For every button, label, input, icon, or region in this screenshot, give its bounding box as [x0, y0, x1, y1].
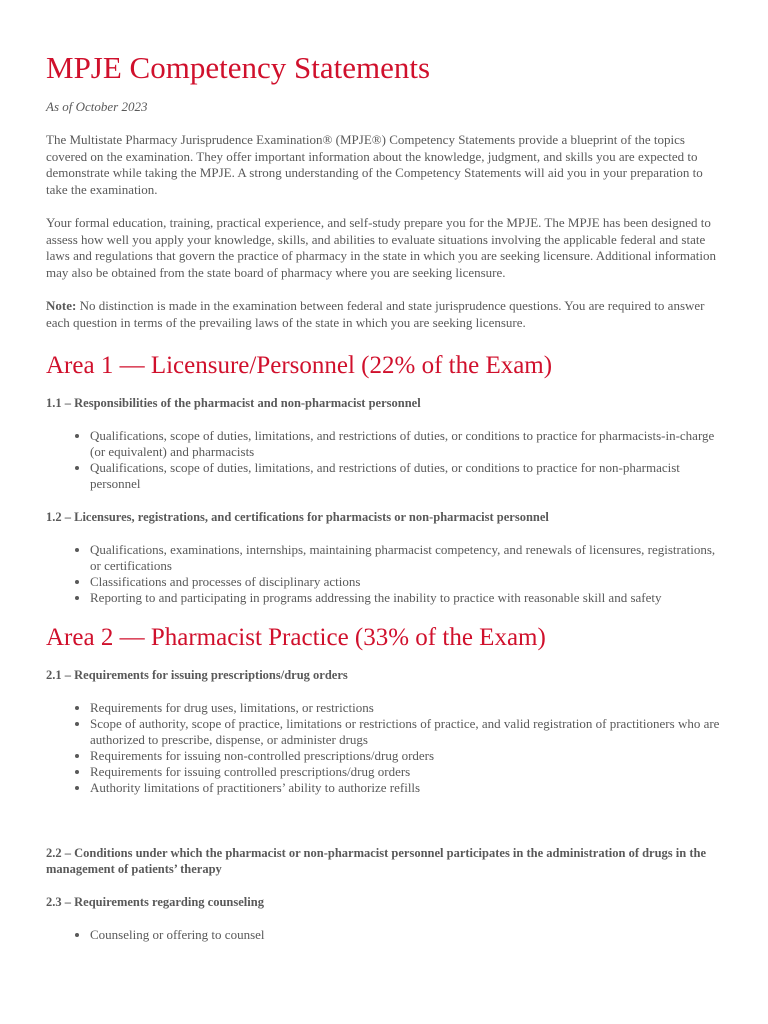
area-1-heading: Area 1 — Licensure/Personnel (22% of the Exam) — [46, 352, 553, 379]
list-item: • Qualifications, scope of duties, limitations, and restrictions of duties, or conditions to practice for pharmacists-in-charge (or equivalent) and pharmacists — [90, 428, 722, 460]
section-1-2-list — [46, 542, 722, 606]
area-2-heading: Area 2 — Pharmacist Practice (33% of the Exam) — [46, 624, 546, 651]
intro-paragraph-1: The Multistate Pharmacy Jurisprudence Examination® (MPJE®) Competency Statements provide a blueprint of the topics covered on the examination. They offer important information about the knowledge, judgment, and skills you are expected to demonstrate while taking the MPJE. A strong understanding of the Competency Statements will aid you in your preparation to take the examination. — [46, 132, 703, 197]
section-1-1-title: 1.1 – Responsibilities of the pharmacist and non-pharmacist personnel — [46, 396, 421, 410]
list-item: • Classifications and processes of disciplinary actions — [90, 574, 722, 590]
list-item: • Reporting to and participating in programs addressing the inability to practice with reasonable skill and safety — [90, 590, 722, 606]
document-date: As of October 2023 — [46, 99, 148, 114]
note-text: No distinction is made in the examination between federal and state jurisprudence questions. You are required to answer each question in terms of the prevailing laws of the state in which you are seeking licensure. — [46, 298, 705, 330]
list-item: • Authority limitations of practitioners’ ability to authorize refills — [90, 780, 722, 796]
list-item: • Requirements for drug uses, limitations, or restrictions — [90, 700, 722, 716]
section-2-1-list — [46, 700, 722, 796]
section-1-2-title: 1.2 – Licensures, registrations, and certifications for pharmacists or non-pharmacist personnel — [46, 510, 549, 524]
list-item: • Requirements for issuing controlled prescriptions/drug orders — [90, 764, 722, 780]
list-item: • Counseling or offering to counsel — [90, 927, 722, 943]
section-2-3-list — [46, 927, 722, 943]
section-2-1-title: 2.1 – Requirements for issuing prescriptions/drug orders — [46, 668, 348, 682]
list-item: • Requirements for issuing non-controlled prescriptions/drug orders — [90, 748, 722, 764]
section-2-2-title: 2.2 – Conditions under which the pharmacist or non-pharmacist personnel participates in the administration of drugs in the management of patients’ therapy — [46, 846, 707, 876]
section-2-3-title: 2.3 – Requirements regarding counseling — [46, 895, 264, 909]
document-title: MPJE Competency Statements — [46, 50, 431, 85]
intro-paragraph-2: Your formal education, training, practical experience, and self-study prepare you for the MPJE. The MPJE has been designed to assess how well you apply your knowledge, skills, and abilities to evaluate situations involving the applicable federal and state laws and regulations that govern the practice of pharmacy in the state in which you are seeking licensure. Additional information may also be obtained from the state board of pharmacy where you are seeking licensure. — [46, 215, 717, 280]
section-1-1-list — [46, 428, 722, 492]
note-paragraph — [46, 298, 722, 331]
list-item: • Qualifications, scope of duties, limitations, and restrictions of duties, or conditions to practice for non-pharmacist personnel — [90, 460, 722, 492]
list-item: • Qualifications, examinations, internships, maintaining pharmacist competency, and renewals of licensures, registrations, or certifications — [90, 542, 722, 574]
note-label: Note: — [46, 298, 77, 313]
list-item: • Scope of authority, scope of practice, limitations or restrictions of practice, and valid registration of practitioners who are authorized to prescribe, dispense, or administer drugs — [90, 716, 722, 748]
